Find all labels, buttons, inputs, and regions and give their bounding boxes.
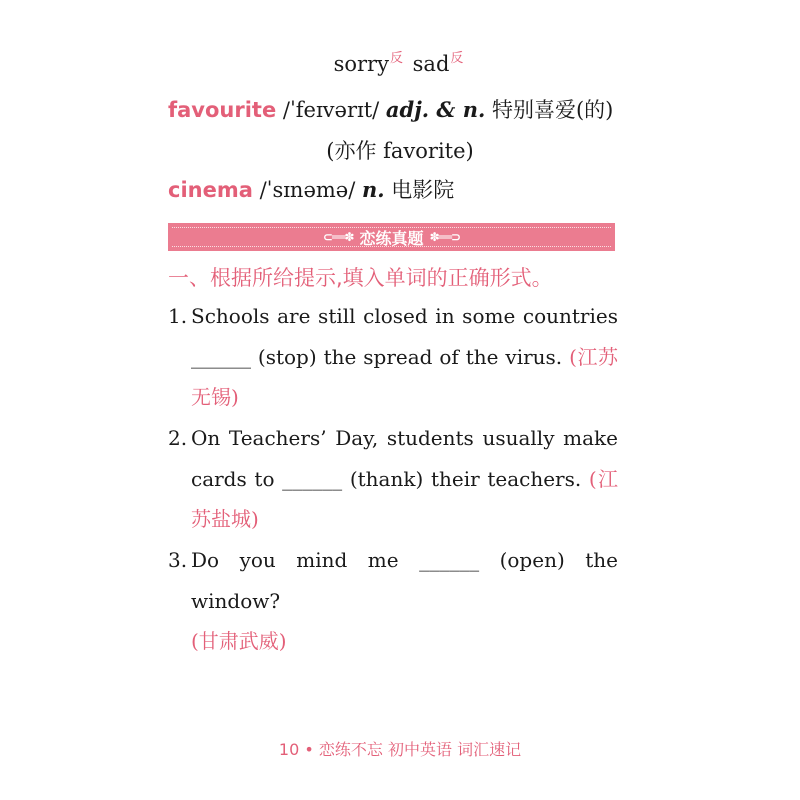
phonetic: /ˈsɪnəmə/ bbox=[259, 178, 356, 202]
question-1 bbox=[168, 296, 618, 418]
question-source: (甘肃武威) bbox=[191, 629, 287, 653]
vocab-entry-favourite bbox=[168, 94, 613, 124]
left-ornament-icon: ⊂══✽ bbox=[322, 230, 354, 244]
meaning: 电影院 bbox=[391, 178, 455, 202]
alt-spelling-note: (亦作 favorite) bbox=[326, 139, 474, 163]
section-banner bbox=[168, 223, 615, 251]
question-3 bbox=[168, 540, 618, 662]
part-of-speech: adj. & n. bbox=[385, 97, 486, 122]
meaning: 特别喜爱(的) bbox=[491, 98, 614, 122]
phonetic: /ˈfeɪvərɪt/ bbox=[282, 98, 380, 122]
vocab-entry-cinema bbox=[168, 174, 454, 204]
word-sorry: sorry bbox=[333, 52, 389, 76]
part-of-speech: n. bbox=[362, 177, 385, 202]
vocab-note bbox=[0, 135, 800, 165]
headword: favourite bbox=[168, 98, 277, 122]
exercise-heading: 一、根据所给提示,填入单词的正确形式。 bbox=[168, 266, 553, 290]
question-number: 2. bbox=[168, 426, 188, 450]
banner-title: 恋练真题 bbox=[359, 228, 424, 248]
question-source: (江苏盐城) bbox=[191, 466, 619, 531]
book-series: 恋练不忘 bbox=[318, 740, 383, 759]
question-source: (江苏无锡) bbox=[191, 344, 618, 409]
book-topic: 词汇速记 bbox=[457, 740, 522, 759]
headword: cinema bbox=[168, 178, 253, 202]
question-number: 3. bbox=[168, 548, 188, 572]
antonym-tag: 反 bbox=[450, 51, 464, 66]
antonym-pair bbox=[0, 52, 800, 76]
question-text: Schools are still closed in some countries ______ (stop) the spread of the virus. bbox=[191, 304, 618, 369]
page-footer bbox=[0, 737, 800, 760]
word-sad: sad bbox=[412, 52, 450, 76]
question-number: 1. bbox=[168, 304, 188, 328]
footer-dot: • bbox=[304, 740, 314, 759]
book-grade: 初中英语 bbox=[387, 740, 452, 759]
question-2 bbox=[168, 418, 618, 540]
question-text: Do you mind me ______ (open) the window? bbox=[191, 548, 618, 613]
right-ornament-icon: ✽══⊃ bbox=[429, 230, 461, 244]
page-number: 10 bbox=[278, 740, 300, 759]
antonym-tag: 反 bbox=[389, 51, 403, 66]
question-text: On Teachers’ Day, students usually make cards to ______ (thank) their teachers. bbox=[191, 426, 618, 491]
